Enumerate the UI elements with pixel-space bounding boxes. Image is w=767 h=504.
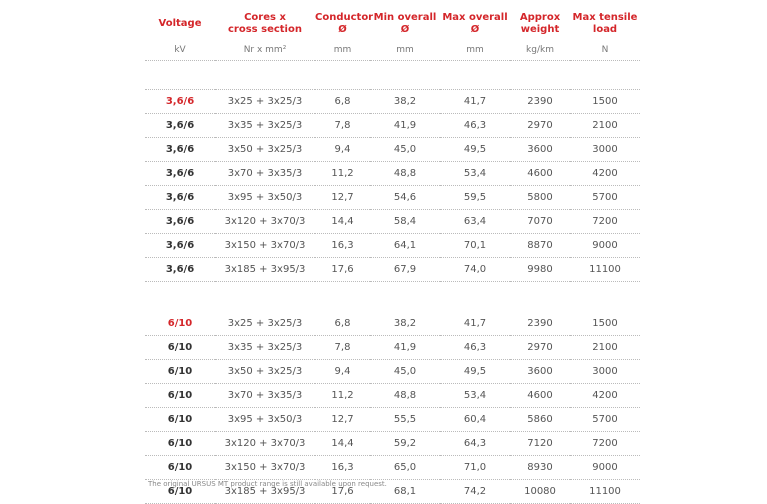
table-cell: 3x95 + 3x50/3 bbox=[215, 186, 315, 210]
footnote: The original URSUS MT product range is still available upon request. bbox=[148, 480, 387, 488]
table-cell: 11,2 bbox=[315, 162, 370, 186]
table-cell: 17,6 bbox=[315, 258, 370, 282]
table-cell: 16,3 bbox=[315, 456, 370, 480]
table-cell: 68,1 bbox=[370, 480, 440, 504]
table-cell: 48,8 bbox=[370, 384, 440, 408]
header-conductor: Conductor Ø bbox=[315, 12, 374, 35]
table-cell: 14,4 bbox=[315, 432, 370, 456]
header-tensile: Max tensile load bbox=[572, 12, 638, 35]
unit-cell: mm bbox=[315, 40, 370, 61]
table-cell: 8930 bbox=[510, 456, 570, 480]
table-body bbox=[145, 61, 640, 504]
table-cell: 10080 bbox=[510, 480, 570, 504]
table-cell: 55,5 bbox=[370, 408, 440, 432]
table-row bbox=[145, 162, 640, 186]
table-cell: 3x25 + 3x25/3 bbox=[215, 90, 315, 114]
table-cell: 5860 bbox=[510, 408, 570, 432]
table-cell: 3x120 + 3x70/3 bbox=[215, 210, 315, 234]
table-cell: 9980 bbox=[510, 258, 570, 282]
table-cell: 6/10 bbox=[145, 480, 215, 504]
table-cell: 6/10 bbox=[145, 360, 215, 384]
table-cell: 59,5 bbox=[440, 186, 510, 210]
table-row bbox=[145, 336, 640, 360]
table-cell: 67,9 bbox=[370, 258, 440, 282]
table-cell: 49,5 bbox=[440, 360, 510, 384]
table-cell: 11,2 bbox=[315, 384, 370, 408]
table-cell: 48,8 bbox=[370, 162, 440, 186]
table-cell: 5700 bbox=[570, 408, 640, 432]
table-cell: 9000 bbox=[570, 456, 640, 480]
table-cell: 3x50 + 3x25/3 bbox=[215, 138, 315, 162]
table-cell: 3x70 + 3x35/3 bbox=[215, 384, 315, 408]
table-cell: 58,4 bbox=[370, 210, 440, 234]
table-cell: 6/10 bbox=[145, 408, 215, 432]
table-cell: 4200 bbox=[570, 162, 640, 186]
unit-cell: kV bbox=[145, 40, 215, 61]
table-cell: 1500 bbox=[570, 90, 640, 114]
table-cell: 3x185 + 3x95/3 bbox=[215, 480, 315, 504]
table-cell: 3000 bbox=[570, 138, 640, 162]
table-cell: 46,3 bbox=[440, 336, 510, 360]
table-cell: 3x185 + 3x95/3 bbox=[215, 258, 315, 282]
table-cell: 12,7 bbox=[315, 186, 370, 210]
unit-cell: N bbox=[570, 40, 640, 61]
table-cell: 3,6/6 bbox=[145, 186, 215, 210]
table-cell: 17,6 bbox=[315, 480, 370, 504]
table-cell: 3x35 + 3x25/3 bbox=[215, 336, 315, 360]
table-cell: 6/10 bbox=[145, 384, 215, 408]
table-cell: 41,9 bbox=[370, 336, 440, 360]
table-row bbox=[145, 114, 640, 138]
spacer-cell bbox=[145, 61, 640, 90]
table-cell: 59,2 bbox=[370, 432, 440, 456]
header-voltage: Voltage bbox=[158, 18, 202, 29]
table-cell: 6/10 bbox=[145, 456, 215, 480]
table-cell: 16,3 bbox=[315, 234, 370, 258]
table-row bbox=[145, 432, 640, 456]
unit-cell: mm bbox=[370, 40, 440, 61]
table-row bbox=[145, 138, 640, 162]
table-row bbox=[145, 360, 640, 384]
table-cell: 4600 bbox=[510, 162, 570, 186]
table-cell: 7070 bbox=[510, 210, 570, 234]
table-cell: 3,6/6 bbox=[145, 234, 215, 258]
table-cell: 74,2 bbox=[440, 480, 510, 504]
table-cell: 41,7 bbox=[440, 312, 510, 336]
table-cell: 74,0 bbox=[440, 258, 510, 282]
table-cell: 3x70 + 3x35/3 bbox=[215, 162, 315, 186]
table-cell: 4200 bbox=[570, 384, 640, 408]
table-cell: 2390 bbox=[510, 312, 570, 336]
table-cell: 54,6 bbox=[370, 186, 440, 210]
header-min-overall: Min overall Ø bbox=[373, 12, 437, 35]
table-cell: 8870 bbox=[510, 234, 570, 258]
header-cores: Cores x cross section bbox=[228, 12, 302, 35]
cable-spec-table bbox=[145, 8, 640, 504]
group-spacer bbox=[145, 61, 640, 90]
table-cell: 3x150 + 3x70/3 bbox=[215, 456, 315, 480]
table-cell: 71,0 bbox=[440, 456, 510, 480]
table-cell: 41,9 bbox=[370, 114, 440, 138]
table-cell: 2970 bbox=[510, 114, 570, 138]
header-max-overall: Max overall Ø bbox=[442, 12, 508, 35]
table-cell: 3000 bbox=[570, 360, 640, 384]
units-row bbox=[145, 40, 640, 61]
table-cell: 7,8 bbox=[315, 336, 370, 360]
table-cell: 7120 bbox=[510, 432, 570, 456]
table-cell: 53,4 bbox=[440, 384, 510, 408]
table-cell: 2390 bbox=[510, 90, 570, 114]
table-cell: 3x150 + 3x70/3 bbox=[215, 234, 315, 258]
table-cell: 3,6/6 bbox=[145, 162, 215, 186]
table-cell: 9000 bbox=[570, 234, 640, 258]
table-cell: 63,4 bbox=[440, 210, 510, 234]
table-cell: 3,6/6 bbox=[145, 138, 215, 162]
table-row bbox=[145, 258, 640, 282]
spacer-cell bbox=[145, 282, 640, 313]
table-cell: 9,4 bbox=[315, 138, 370, 162]
table-cell: 12,7 bbox=[315, 408, 370, 432]
table-cell: 38,2 bbox=[370, 312, 440, 336]
unit-cell: kg/km bbox=[510, 40, 570, 61]
table-cell: 3600 bbox=[510, 360, 570, 384]
table-row bbox=[145, 384, 640, 408]
table-cell: 6/10 bbox=[145, 336, 215, 360]
table-cell: 49,5 bbox=[440, 138, 510, 162]
table-cell: 7200 bbox=[570, 210, 640, 234]
table-cell: 53,4 bbox=[440, 162, 510, 186]
table-cell: 3,6/6 bbox=[145, 90, 215, 114]
table-cell: 2100 bbox=[570, 336, 640, 360]
table-cell: 6/10 bbox=[145, 432, 215, 456]
table-cell: 11100 bbox=[570, 480, 640, 504]
table-cell: 1500 bbox=[570, 312, 640, 336]
table-cell: 2970 bbox=[510, 336, 570, 360]
table-cell: 3x25 + 3x25/3 bbox=[215, 312, 315, 336]
table-cell: 3,6/6 bbox=[145, 258, 215, 282]
table-row bbox=[145, 210, 640, 234]
table-cell: 60,4 bbox=[440, 408, 510, 432]
table-cell: 6/10 bbox=[145, 312, 215, 336]
table-cell: 46,3 bbox=[440, 114, 510, 138]
table-cell: 45,0 bbox=[370, 138, 440, 162]
table-row bbox=[145, 186, 640, 210]
table-row bbox=[145, 408, 640, 432]
header-weight: Approx weight bbox=[519, 12, 561, 35]
table-cell: 64,1 bbox=[370, 234, 440, 258]
table-cell: 9,4 bbox=[315, 360, 370, 384]
header-row bbox=[145, 8, 640, 40]
table-cell: 6,8 bbox=[315, 90, 370, 114]
table-cell: 41,7 bbox=[440, 90, 510, 114]
unit-cell: mm bbox=[440, 40, 510, 61]
table-cell: 3,6/6 bbox=[145, 210, 215, 234]
table-cell: 45,0 bbox=[370, 360, 440, 384]
group-spacer bbox=[145, 282, 640, 313]
table-cell: 14,4 bbox=[315, 210, 370, 234]
table-cell: 38,2 bbox=[370, 90, 440, 114]
table-cell: 6,8 bbox=[315, 312, 370, 336]
table-row bbox=[145, 234, 640, 258]
table-cell: 3600 bbox=[510, 138, 570, 162]
table-row bbox=[145, 456, 640, 480]
table-cell: 4600 bbox=[510, 384, 570, 408]
table-cell: 3x50 + 3x25/3 bbox=[215, 360, 315, 384]
table-cell: 2100 bbox=[570, 114, 640, 138]
table-cell: 7200 bbox=[570, 432, 640, 456]
table-cell: 3x35 + 3x25/3 bbox=[215, 114, 315, 138]
table-cell: 11100 bbox=[570, 258, 640, 282]
table-cell: 70,1 bbox=[440, 234, 510, 258]
table-cell: 3,6/6 bbox=[145, 114, 215, 138]
unit-cell: Nr x mm² bbox=[215, 40, 315, 61]
table-row bbox=[145, 90, 640, 114]
table-cell: 5700 bbox=[570, 186, 640, 210]
table-cell: 5800 bbox=[510, 186, 570, 210]
table-cell: 3x120 + 3x70/3 bbox=[215, 432, 315, 456]
table-cell: 7,8 bbox=[315, 114, 370, 138]
table-row bbox=[145, 312, 640, 336]
table-cell: 65,0 bbox=[370, 456, 440, 480]
table-cell: 3x95 + 3x50/3 bbox=[215, 408, 315, 432]
table-cell: 64,3 bbox=[440, 432, 510, 456]
